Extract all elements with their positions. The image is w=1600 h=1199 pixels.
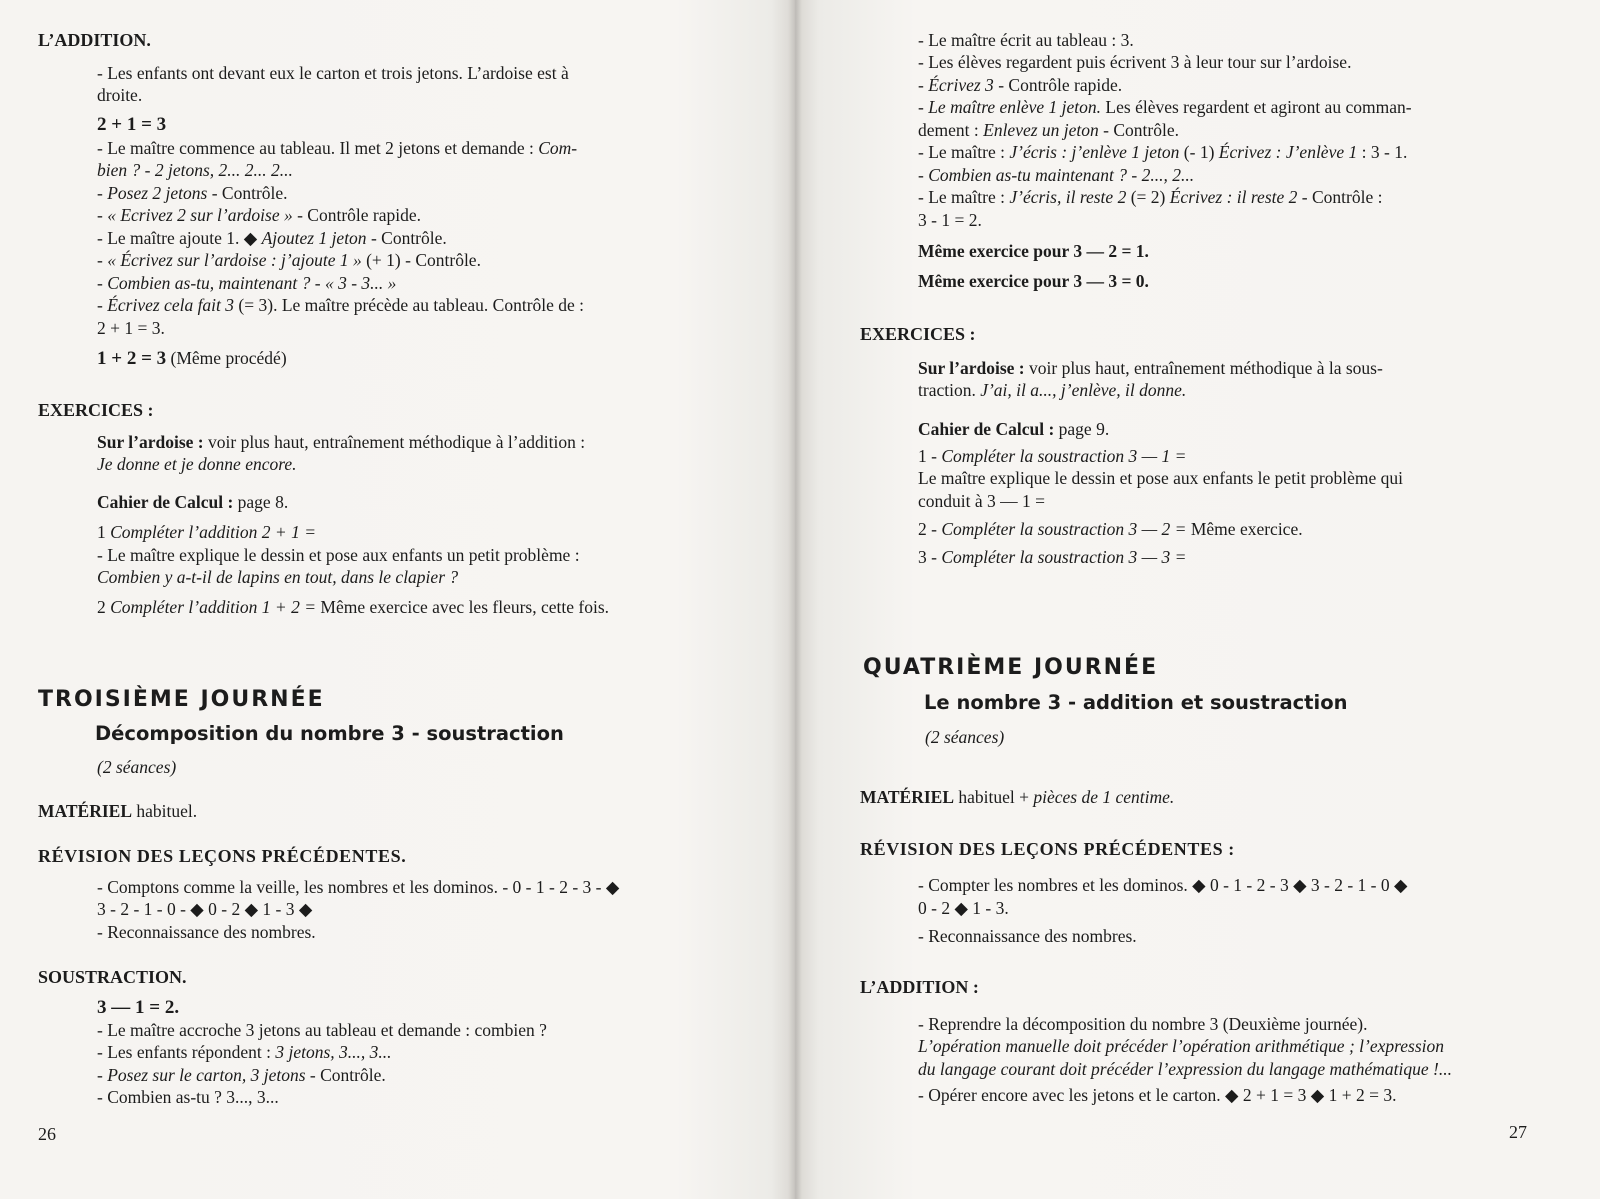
chapter-title: TROISIÈME JOURNÉE [38, 687, 325, 712]
text-line: Sur l’ardoise : voir plus haut, entraînement méthodique à l’addition : [97, 432, 586, 452]
text-line: Sur l’ardoise : voir plus haut, entraînement méthodique à la sous- [918, 358, 1383, 378]
seances: (2 séances) [925, 727, 1005, 747]
text-line: 2 + 1 = 3. [97, 318, 165, 338]
right-page [795, 0, 1600, 1199]
page-number: 27 [1509, 1122, 1527, 1142]
heading-exercices: EXERCICES : [38, 400, 154, 420]
chapter-subtitle: Décomposition du nombre 3 - soustraction [95, 722, 564, 745]
text-line: - Le maître commence au tableau. Il met 2 jetons et demande : Com- [97, 138, 578, 158]
text-line: Le maître explique le dessin et pose aux enfants le petit problème qui [918, 468, 1403, 488]
text-line: 1 + 2 = 3 (Même procédé) [97, 348, 287, 369]
text-line: - Combien as-tu, maintenant ? - « 3 - 3... » [97, 273, 397, 293]
heading-soustraction: SOUSTRACTION. [38, 967, 187, 987]
text-line: 3 - Compléter la soustraction 3 — 3 = [918, 547, 1187, 567]
text-line: - Reprendre la décomposition du nombre 3 (Deuxième journée). [918, 1014, 1368, 1034]
text-line: - « Ecrivez 2 sur l’ardoise » - Contrôle rapide. [97, 205, 422, 225]
text-line: du langage courant doit précéder l’expression du langage mathématique !... [918, 1059, 1452, 1079]
text-line: Même exercice pour 3 — 3 = 0. [918, 271, 1149, 291]
text-line: - Écrivez cela fait 3 (= 3). Le maître précède au tableau. Contrôle de : [97, 295, 585, 315]
text-line: - Reconnaissance des nombres. [97, 922, 316, 942]
equation: 2 + 1 = 3 [97, 114, 167, 135]
text-line: L’opération manuelle doit précéder l’opération arithmétique ; l’expression [918, 1036, 1445, 1056]
text-line: bien ? - 2 jetons, 2... 2... 2... [97, 160, 293, 180]
text-line: - Les enfants ont devant eux le carton et trois jetons. L’ardoise est à [97, 63, 569, 83]
text-line: - « Écrivez sur l’ardoise : j’ajoute 1 » (+ 1) - Contrôle. [97, 250, 481, 270]
text-line: - Combien as-tu ? 3..., 3... [97, 1087, 279, 1107]
text-line: Même exercice pour 3 — 2 = 1. [918, 241, 1149, 261]
materiel-line: MATÉRIEL habituel + pièces de 1 centime. [860, 787, 1175, 807]
left-page [0, 0, 795, 1199]
text-line: Je donne et je donne encore. [97, 454, 297, 474]
page-number: 26 [38, 1124, 56, 1144]
text-line: - Le maître : J’écris, il reste 2 (= 2) Écrivez : il reste 2 - Contrôle : [918, 187, 1383, 207]
text-line: 3 - 2 - 1 - 0 - ◆ 0 - 2 ◆ 1 - 3 ◆ [97, 899, 313, 919]
text-line: 1 Compléter l’addition 2 + 1 = [97, 522, 317, 542]
text-line: 2 - Compléter la soustraction 3 — 2 = Même exercice. [918, 519, 1303, 539]
text-line: 3 - 1 = 2. [918, 210, 982, 230]
text-line: - Le maître écrit au tableau : 3. [918, 30, 1134, 50]
chapter-subtitle: Le nombre 3 - addition et soustraction [924, 691, 1348, 714]
equation: 3 — 1 = 2. [97, 997, 180, 1018]
text-line: - Compter les nombres et les dominos. ◆ 0 - 1 - 2 - 3 ◆ 3 - 2 - 1 - 0 ◆ [918, 875, 1408, 895]
heading-revision: RÉVISION DES LEÇONS PRÉCÉDENTES : [860, 839, 1235, 859]
text-line: Combien y a-t-il de lapins en tout, dans le clapier ? [97, 567, 459, 587]
chapter-title: QUATRIÈME JOURNÉE [863, 655, 1159, 680]
text-line: - Le maître : J’écris : j’enlève 1 jeton (- 1) Écrivez : J’enlève 1 : 3 - 1. [918, 142, 1408, 162]
text-line: - Le maître enlève 1 jeton. Les élèves regardent et agiront au comman- [918, 97, 1412, 117]
text-line: conduit à 3 — 1 = [918, 491, 1046, 511]
seances: (2 séances) [97, 757, 177, 777]
text-line: 2 Compléter l’addition 1 + 2 = Même exercice avec les fleurs, cette fois. [97, 597, 610, 617]
materiel-line: MATÉRIEL habituel. [38, 801, 198, 821]
text-line: 0 - 2 ◆ 1 - 3. [918, 898, 1009, 918]
text-line: - Les élèves regardent puis écrivent 3 à leur tour sur l’ardoise. [918, 52, 1352, 72]
text-line: - Le maître accroche 3 jetons au tableau et demande : combien ? [97, 1020, 547, 1040]
text-line: - Comptons comme la veille, les nombres et les dominos. - 0 - 1 - 2 - 3 - ◆ [97, 877, 620, 897]
book-gutter [788, 0, 802, 1199]
heading-revision: RÉVISION DES LEÇONS PRÉCÉDENTES. [38, 846, 407, 866]
text-line: - Les enfants répondent : 3 jetons, 3..., 3... [97, 1042, 392, 1062]
text-line: - Le maître explique le dessin et pose aux enfants un petit problème : [97, 545, 580, 565]
text-line: - Posez sur le carton, 3 jetons - Contrôle. [97, 1065, 386, 1085]
heading-addition: L’ADDITION. [38, 30, 151, 50]
text-line: Cahier de Calcul : page 8. [97, 492, 289, 512]
text-line: - Écrivez 3 - Contrôle rapide. [918, 75, 1123, 95]
text-line: - Opérer encore avec les jetons et le carton. ◆ 2 + 1 = 3 ◆ 1 + 2 = 3. [918, 1085, 1397, 1105]
text-line: - Reconnaissance des nombres. [918, 926, 1137, 946]
text-line: - Combien as-tu maintenant ? - 2..., 2... [918, 165, 1195, 185]
text-line: 1 - Compléter la soustraction 3 — 1 = [918, 446, 1187, 466]
text-line: Cahier de Calcul : page 9. [918, 419, 1110, 439]
text-line: - Posez 2 jetons - Contrôle. [97, 183, 288, 203]
text-line: droite. [97, 85, 143, 105]
text-line: traction. J’ai, il a..., j’enlève, il donne. [918, 380, 1187, 400]
heading-exercices: EXERCICES : [860, 324, 976, 344]
text-line: dement : Enlevez un jeton - Contrôle. [918, 120, 1179, 140]
text-line: - Le maître ajoute 1. ◆ Ajoutez 1 jeton - Contrôle. [97, 228, 447, 248]
heading-addition: L’ADDITION : [860, 977, 979, 997]
